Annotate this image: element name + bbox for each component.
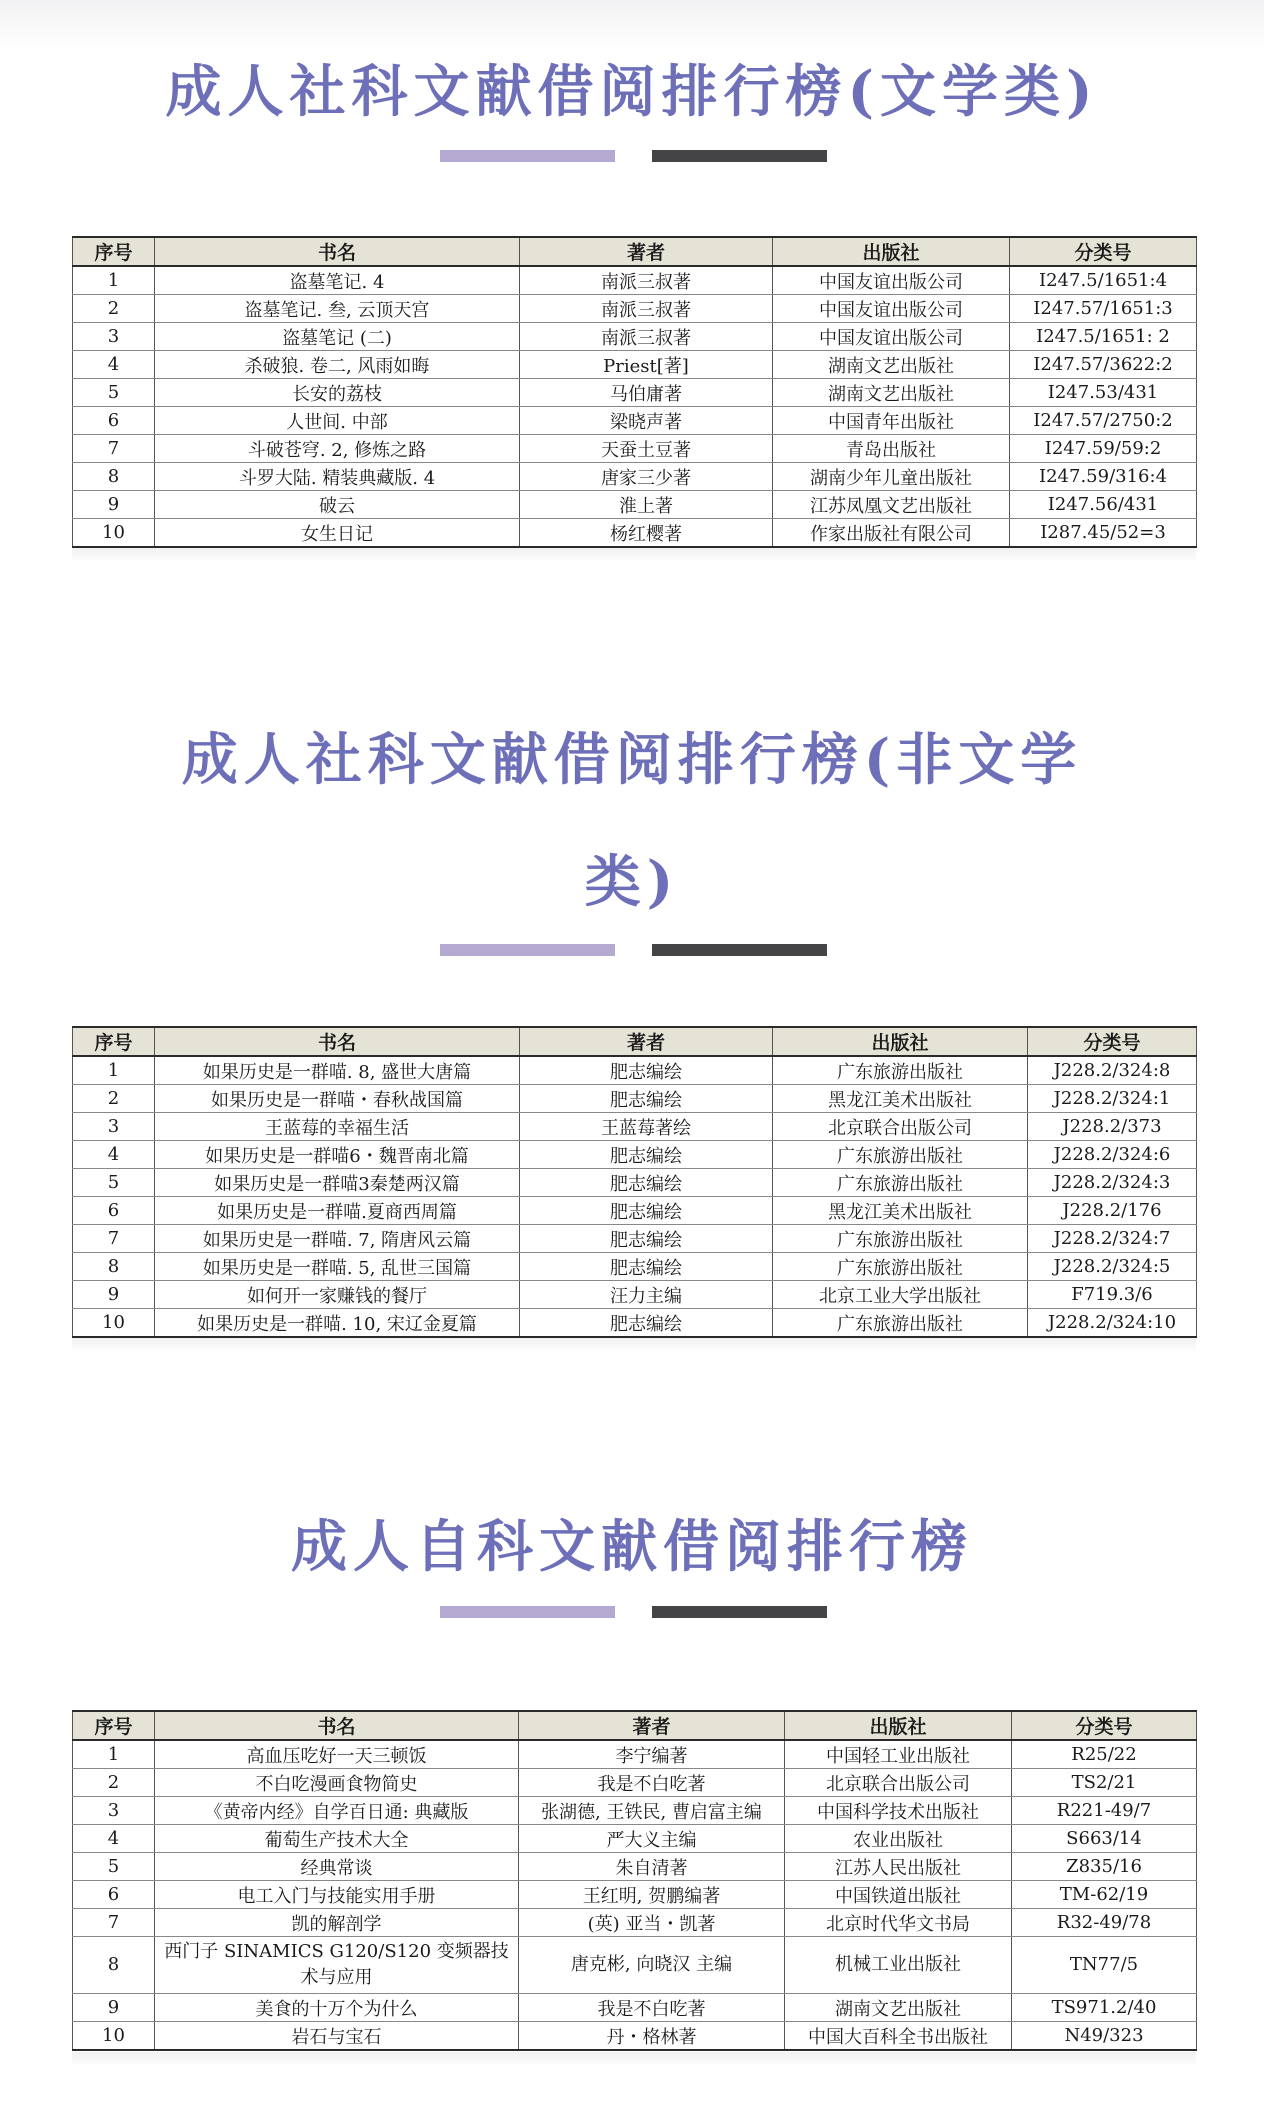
- cell-col-rank: 10: [73, 2022, 155, 2051]
- cell-col-publisher: 北京时代华文书局: [785, 1909, 1012, 1937]
- section-3-title: 成人自科文献借阅排行榜: [291, 1514, 973, 1580]
- cell-col-rank: 2: [73, 1085, 155, 1113]
- header-col-publisher: 出版社: [773, 1027, 1028, 1056]
- cell-col-title: 盗墓笔记. 4: [155, 266, 520, 295]
- table-row: [73, 1281, 1197, 1309]
- table-row: [73, 1197, 1197, 1225]
- cell-col-classno: J228.2/324:6: [1028, 1141, 1197, 1169]
- table-shadow: [72, 1338, 1196, 1352]
- cell-col-title: 西门子 SINAMICS G120/S120 变频器技术与应用: [155, 1937, 519, 1994]
- table-row: [73, 519, 1197, 548]
- cell-col-rank: 8: [73, 1253, 155, 1281]
- cell-col-title: 经典常谈: [155, 1853, 519, 1881]
- cell-col-classno: I247.59/316:4: [1010, 463, 1197, 491]
- cell-col-author: 我是不白吃著: [519, 1769, 785, 1797]
- cell-col-title: 杀破狼. 卷二, 风雨如晦: [155, 351, 520, 379]
- cell-col-classno: I247.53/431: [1010, 379, 1197, 407]
- cell-col-title: 如果历史是一群喵. 5, 乱世三国篇: [155, 1253, 520, 1281]
- title-underline-purple: [440, 1606, 615, 1618]
- cell-col-classno: S663/14: [1012, 1825, 1197, 1853]
- section-1-title: 成人社科文献借阅排行榜(文学类): [165, 59, 1099, 125]
- cell-col-publisher: 中国友谊出版公司: [773, 323, 1010, 351]
- cell-col-rank: 3: [73, 1797, 155, 1825]
- cell-col-classno: TS2/21: [1012, 1769, 1197, 1797]
- cell-col-classno: R221-49/7: [1012, 1797, 1197, 1825]
- table-row: [73, 351, 1197, 379]
- table-row: [73, 491, 1197, 519]
- cell-col-rank: 7: [73, 1909, 155, 1937]
- cell-col-title: 如果历史是一群喵. 8, 盛世大唐篇: [155, 1056, 520, 1085]
- cell-col-rank: 7: [73, 435, 155, 463]
- cell-col-publisher: 农业出版社: [785, 1825, 1012, 1853]
- cell-col-rank: 4: [73, 1825, 155, 1853]
- header-col-rank: 序号: [73, 237, 155, 266]
- cell-col-classno: TS971.2/40: [1012, 1994, 1197, 2022]
- table-row: [73, 463, 1197, 491]
- cell-col-author: 张湖德, 王铁民, 曹启富主编: [519, 1797, 785, 1825]
- cell-col-publisher: 广东旅游出版社: [773, 1253, 1028, 1281]
- header-col-author: 著者: [520, 1027, 773, 1056]
- cell-col-rank: 1: [73, 1740, 155, 1769]
- cell-col-publisher: 湖南少年儿童出版社: [773, 463, 1010, 491]
- header-col-title: 书名: [155, 1711, 519, 1740]
- cell-col-author: 南派三叔著: [520, 323, 773, 351]
- cell-col-title: 盗墓笔记. 叁, 云顶天宫: [155, 295, 520, 323]
- cell-col-title: 斗破苍穹. 2, 修炼之路: [155, 435, 520, 463]
- cell-col-publisher: 黑龙江美术出版社: [773, 1197, 1028, 1225]
- cell-col-title: 如果历史是一群喵6・魏晋南北篇: [155, 1141, 520, 1169]
- cell-col-publisher: 中国铁道出版社: [785, 1881, 1012, 1909]
- cell-col-publisher: 中国友谊出版公司: [773, 295, 1010, 323]
- cell-col-publisher: 青岛出版社: [773, 435, 1010, 463]
- cell-col-classno: I247.57/3622:2: [1010, 351, 1197, 379]
- cell-col-author: 朱自清著: [519, 1853, 785, 1881]
- cell-col-classno: I247.56/431: [1010, 491, 1197, 519]
- table-row: [73, 1309, 1197, 1338]
- cell-col-rank: 1: [73, 266, 155, 295]
- cell-col-rank: 5: [73, 379, 155, 407]
- cell-col-author: 梁晓声著: [520, 407, 773, 435]
- cell-col-author: (英) 亚当・凯著: [519, 1909, 785, 1937]
- cell-col-author: 淮上著: [520, 491, 773, 519]
- table-row: [73, 1825, 1197, 1853]
- cell-col-author: 唐克彬, 向晓汉 主编: [519, 1937, 785, 1994]
- cell-col-author: 肥志编绘: [520, 1085, 773, 1113]
- section-2-title-line1: 成人社科文献借阅排行榜(非文学: [181, 727, 1083, 793]
- cell-col-author: 李宁编著: [519, 1740, 785, 1769]
- cell-col-classno: J228.2/324:7: [1028, 1225, 1197, 1253]
- cell-col-rank: 6: [73, 1197, 155, 1225]
- cell-col-title: 如果历史是一群喵・春秋战国篇: [155, 1085, 520, 1113]
- table-row: [73, 266, 1197, 295]
- cell-col-publisher: 北京工业大学出版社: [773, 1281, 1028, 1309]
- cell-col-author: 南派三叔著: [520, 266, 773, 295]
- title-underline-purple: [440, 944, 615, 956]
- cell-col-classno: R32-49/78: [1012, 1909, 1197, 1937]
- cell-col-publisher: 湖南文艺出版社: [773, 351, 1010, 379]
- cell-col-author: 天蚕土豆著: [520, 435, 773, 463]
- cell-col-title: 如果历史是一群喵.夏商西周篇: [155, 1197, 520, 1225]
- header-col-rank: 序号: [73, 1027, 155, 1056]
- cell-col-rank: 5: [73, 1853, 155, 1881]
- cell-col-classno: I247.59/59:2: [1010, 435, 1197, 463]
- cell-col-title: 《黄帝内经》自学百日通: 典藏版: [155, 1797, 519, 1825]
- cell-col-classno: TM-62/19: [1012, 1881, 1197, 1909]
- cell-col-publisher: 机械工业出版社: [785, 1937, 1012, 1994]
- cell-col-publisher: 广东旅游出版社: [773, 1141, 1028, 1169]
- cell-col-classno: Z835/16: [1012, 1853, 1197, 1881]
- cell-col-rank: 8: [73, 463, 155, 491]
- cell-col-title: 人世间. 中部: [155, 407, 520, 435]
- header-col-publisher: 出版社: [785, 1711, 1012, 1740]
- table-row: [73, 1169, 1197, 1197]
- cell-col-publisher: 广东旅游出版社: [773, 1056, 1028, 1085]
- cell-col-publisher: 中国科学技术出版社: [785, 1797, 1012, 1825]
- cell-col-classno: R25/22: [1012, 1740, 1197, 1769]
- cell-col-publisher: 北京联合出版公司: [773, 1113, 1028, 1141]
- cell-col-publisher: 江苏人民出版社: [785, 1853, 1012, 1881]
- cell-col-author: 王蓝莓著绘: [520, 1113, 773, 1141]
- table-row: [73, 1853, 1197, 1881]
- cell-col-rank: 6: [73, 407, 155, 435]
- cell-col-classno: J228.2/324:5: [1028, 1253, 1197, 1281]
- table-row: [73, 295, 1197, 323]
- cell-col-classno: J228.2/324:10: [1028, 1309, 1197, 1338]
- table-row: [73, 2022, 1197, 2051]
- cell-col-rank: 9: [73, 1994, 155, 2022]
- cell-col-title: 如果历史是一群喵3秦楚两汉篇: [155, 1169, 520, 1197]
- cell-col-publisher: 广东旅游出版社: [773, 1169, 1028, 1197]
- cell-col-rank: 1: [73, 1056, 155, 1085]
- cell-col-publisher: 江苏凤凰文艺出版社: [773, 491, 1010, 519]
- cell-col-rank: 4: [73, 1141, 155, 1169]
- cell-col-author: 肥志编绘: [520, 1225, 773, 1253]
- cell-col-publisher: 广东旅游出版社: [773, 1225, 1028, 1253]
- cell-col-publisher: 中国青年出版社: [773, 407, 1010, 435]
- cell-col-title: 美食的十万个为什么: [155, 1994, 519, 2022]
- cell-col-author: 肥志编绘: [520, 1169, 773, 1197]
- cell-col-publisher: 湖南文艺出版社: [785, 1994, 1012, 2022]
- cell-col-title: 高血压吃好一天三顿饭: [155, 1740, 519, 1769]
- cell-col-author: 南派三叔著: [520, 295, 773, 323]
- cell-col-classno: J228.2/373: [1028, 1113, 1197, 1141]
- cell-col-classno: J228.2/176: [1028, 1197, 1197, 1225]
- cell-col-rank: 8: [73, 1937, 155, 1994]
- cell-col-rank: 9: [73, 1281, 155, 1309]
- cell-col-classno: N49/323: [1012, 2022, 1197, 2051]
- section-2-title-line2: 类): [584, 849, 680, 915]
- cell-col-title: 如果历史是一群喵. 7, 隋唐风云篇: [155, 1225, 520, 1253]
- table-row: [73, 1797, 1197, 1825]
- table-row: [73, 1225, 1197, 1253]
- cell-col-classno: J228.2/324:1: [1028, 1085, 1197, 1113]
- cell-col-publisher: 中国大百科全书出版社: [785, 2022, 1012, 2051]
- table-header-row: [73, 1711, 1197, 1740]
- cell-col-publisher: 湖南文艺出版社: [773, 379, 1010, 407]
- cell-col-author: 肥志编绘: [520, 1056, 773, 1085]
- cell-col-publisher: 中国轻工业出版社: [785, 1740, 1012, 1769]
- top-shade: [0, 0, 1264, 52]
- ranking-table-science: [72, 1710, 1197, 2051]
- table-row: [73, 1740, 1197, 1769]
- cell-col-title: 电工入门与技能实用手册: [155, 1881, 519, 1909]
- header-col-classno: 分类号: [1010, 237, 1197, 266]
- table-header-row: [73, 1027, 1197, 1056]
- title-underline-dark: [652, 944, 827, 956]
- cell-col-title: 斗罗大陆. 精装典藏版. 4: [155, 463, 520, 491]
- cell-col-rank: 5: [73, 1169, 155, 1197]
- cell-col-title: 葡萄生产技术大全: [155, 1825, 519, 1853]
- ranking-table-nonliterature: [72, 1026, 1197, 1338]
- cell-col-classno: TN77/5: [1012, 1937, 1197, 1994]
- table-row: [73, 1937, 1197, 1994]
- cell-col-publisher: 北京联合出版公司: [785, 1769, 1012, 1797]
- cell-col-classno: I287.45/52=3: [1010, 519, 1197, 548]
- table-row: [73, 1909, 1197, 1937]
- header-col-author: 著者: [520, 237, 773, 266]
- title-underline-dark: [652, 1606, 827, 1618]
- cell-col-title: 如何开一家赚钱的餐厅: [155, 1281, 520, 1309]
- cell-col-classno: J228.2/324:3: [1028, 1169, 1197, 1197]
- table-row: [73, 1141, 1197, 1169]
- title-underline-dark: [652, 150, 827, 162]
- cell-col-rank: 2: [73, 295, 155, 323]
- cell-col-publisher: 中国友谊出版公司: [773, 266, 1010, 295]
- cell-col-rank: 10: [73, 1309, 155, 1338]
- table-row: [73, 1113, 1197, 1141]
- header-col-author: 著者: [519, 1711, 785, 1740]
- cell-col-author: 肥志编绘: [520, 1197, 773, 1225]
- cell-col-title: 如果历史是一群喵. 10, 宋辽金夏篇: [155, 1309, 520, 1338]
- table-shadow: [72, 548, 1196, 562]
- cell-col-rank: 6: [73, 1881, 155, 1909]
- cell-col-publisher: 作家出版社有限公司: [773, 519, 1010, 548]
- header-col-rank: 序号: [73, 1711, 155, 1740]
- cell-col-classno: I247.5/1651: 2: [1010, 323, 1197, 351]
- cell-col-author: 丹・格林著: [519, 2022, 785, 2051]
- cell-col-rank: 4: [73, 351, 155, 379]
- cell-col-classno: I247.57/1651:3: [1010, 295, 1197, 323]
- table-row: [73, 379, 1197, 407]
- table-row: [73, 435, 1197, 463]
- cell-col-classno: F719.3/6: [1028, 1281, 1197, 1309]
- table-row: [73, 1253, 1197, 1281]
- header-col-classno: 分类号: [1012, 1711, 1197, 1740]
- cell-col-title: 王蓝莓的幸福生活: [155, 1113, 520, 1141]
- cell-col-title: 女生日记: [155, 519, 520, 548]
- cell-col-rank: 3: [73, 1113, 155, 1141]
- cell-col-classno: I247.5/1651:4: [1010, 266, 1197, 295]
- cell-col-title: 盗墓笔记 (二): [155, 323, 520, 351]
- table-row: [73, 407, 1197, 435]
- cell-col-author: 马伯庸著: [520, 379, 773, 407]
- table-row: [73, 1881, 1197, 1909]
- table-row: [73, 1085, 1197, 1113]
- header-col-publisher: 出版社: [773, 237, 1010, 266]
- cell-col-rank: 9: [73, 491, 155, 519]
- cell-col-rank: 3: [73, 323, 155, 351]
- table-row: [73, 1769, 1197, 1797]
- cell-col-title: 不白吃漫画食物简史: [155, 1769, 519, 1797]
- table-row: [73, 1056, 1197, 1085]
- header-col-title: 书名: [155, 237, 520, 266]
- cell-col-author: 严大义主编: [519, 1825, 785, 1853]
- cell-col-publisher: 黑龙江美术出版社: [773, 1085, 1028, 1113]
- table-row: [73, 1994, 1197, 2022]
- title-underline-purple: [440, 150, 615, 162]
- cell-col-author: 肥志编绘: [520, 1141, 773, 1169]
- cell-col-author: 杨红樱著: [520, 519, 773, 548]
- cell-col-author: 我是不白吃著: [519, 1994, 785, 2022]
- cell-col-classno: J228.2/324:8: [1028, 1056, 1197, 1085]
- cell-col-author: 唐家三少著: [520, 463, 773, 491]
- header-col-classno: 分类号: [1028, 1027, 1197, 1056]
- cell-col-rank: 2: [73, 1769, 155, 1797]
- cell-col-title: 破云: [155, 491, 520, 519]
- ranking-table-literature: [72, 236, 1197, 548]
- header-col-title: 书名: [155, 1027, 520, 1056]
- table-row: [73, 323, 1197, 351]
- cell-col-title: 岩石与宝石: [155, 2022, 519, 2051]
- table-header-row: [73, 237, 1197, 266]
- cell-col-author: 肥志编绘: [520, 1309, 773, 1338]
- cell-col-classno: I247.57/2750:2: [1010, 407, 1197, 435]
- cell-col-rank: 7: [73, 1225, 155, 1253]
- cell-col-publisher: 广东旅游出版社: [773, 1309, 1028, 1338]
- cell-col-title: 凯的解剖学: [155, 1909, 519, 1937]
- cell-col-rank: 10: [73, 519, 155, 548]
- cell-col-title: 长安的荔枝: [155, 379, 520, 407]
- table-shadow: [72, 2052, 1196, 2066]
- cell-col-author: 汪力主编: [520, 1281, 773, 1309]
- cell-col-author: 肥志编绘: [520, 1253, 773, 1281]
- cell-col-author: 王红明, 贺鹏编著: [519, 1881, 785, 1909]
- cell-col-author: Priest[著]: [520, 351, 773, 379]
